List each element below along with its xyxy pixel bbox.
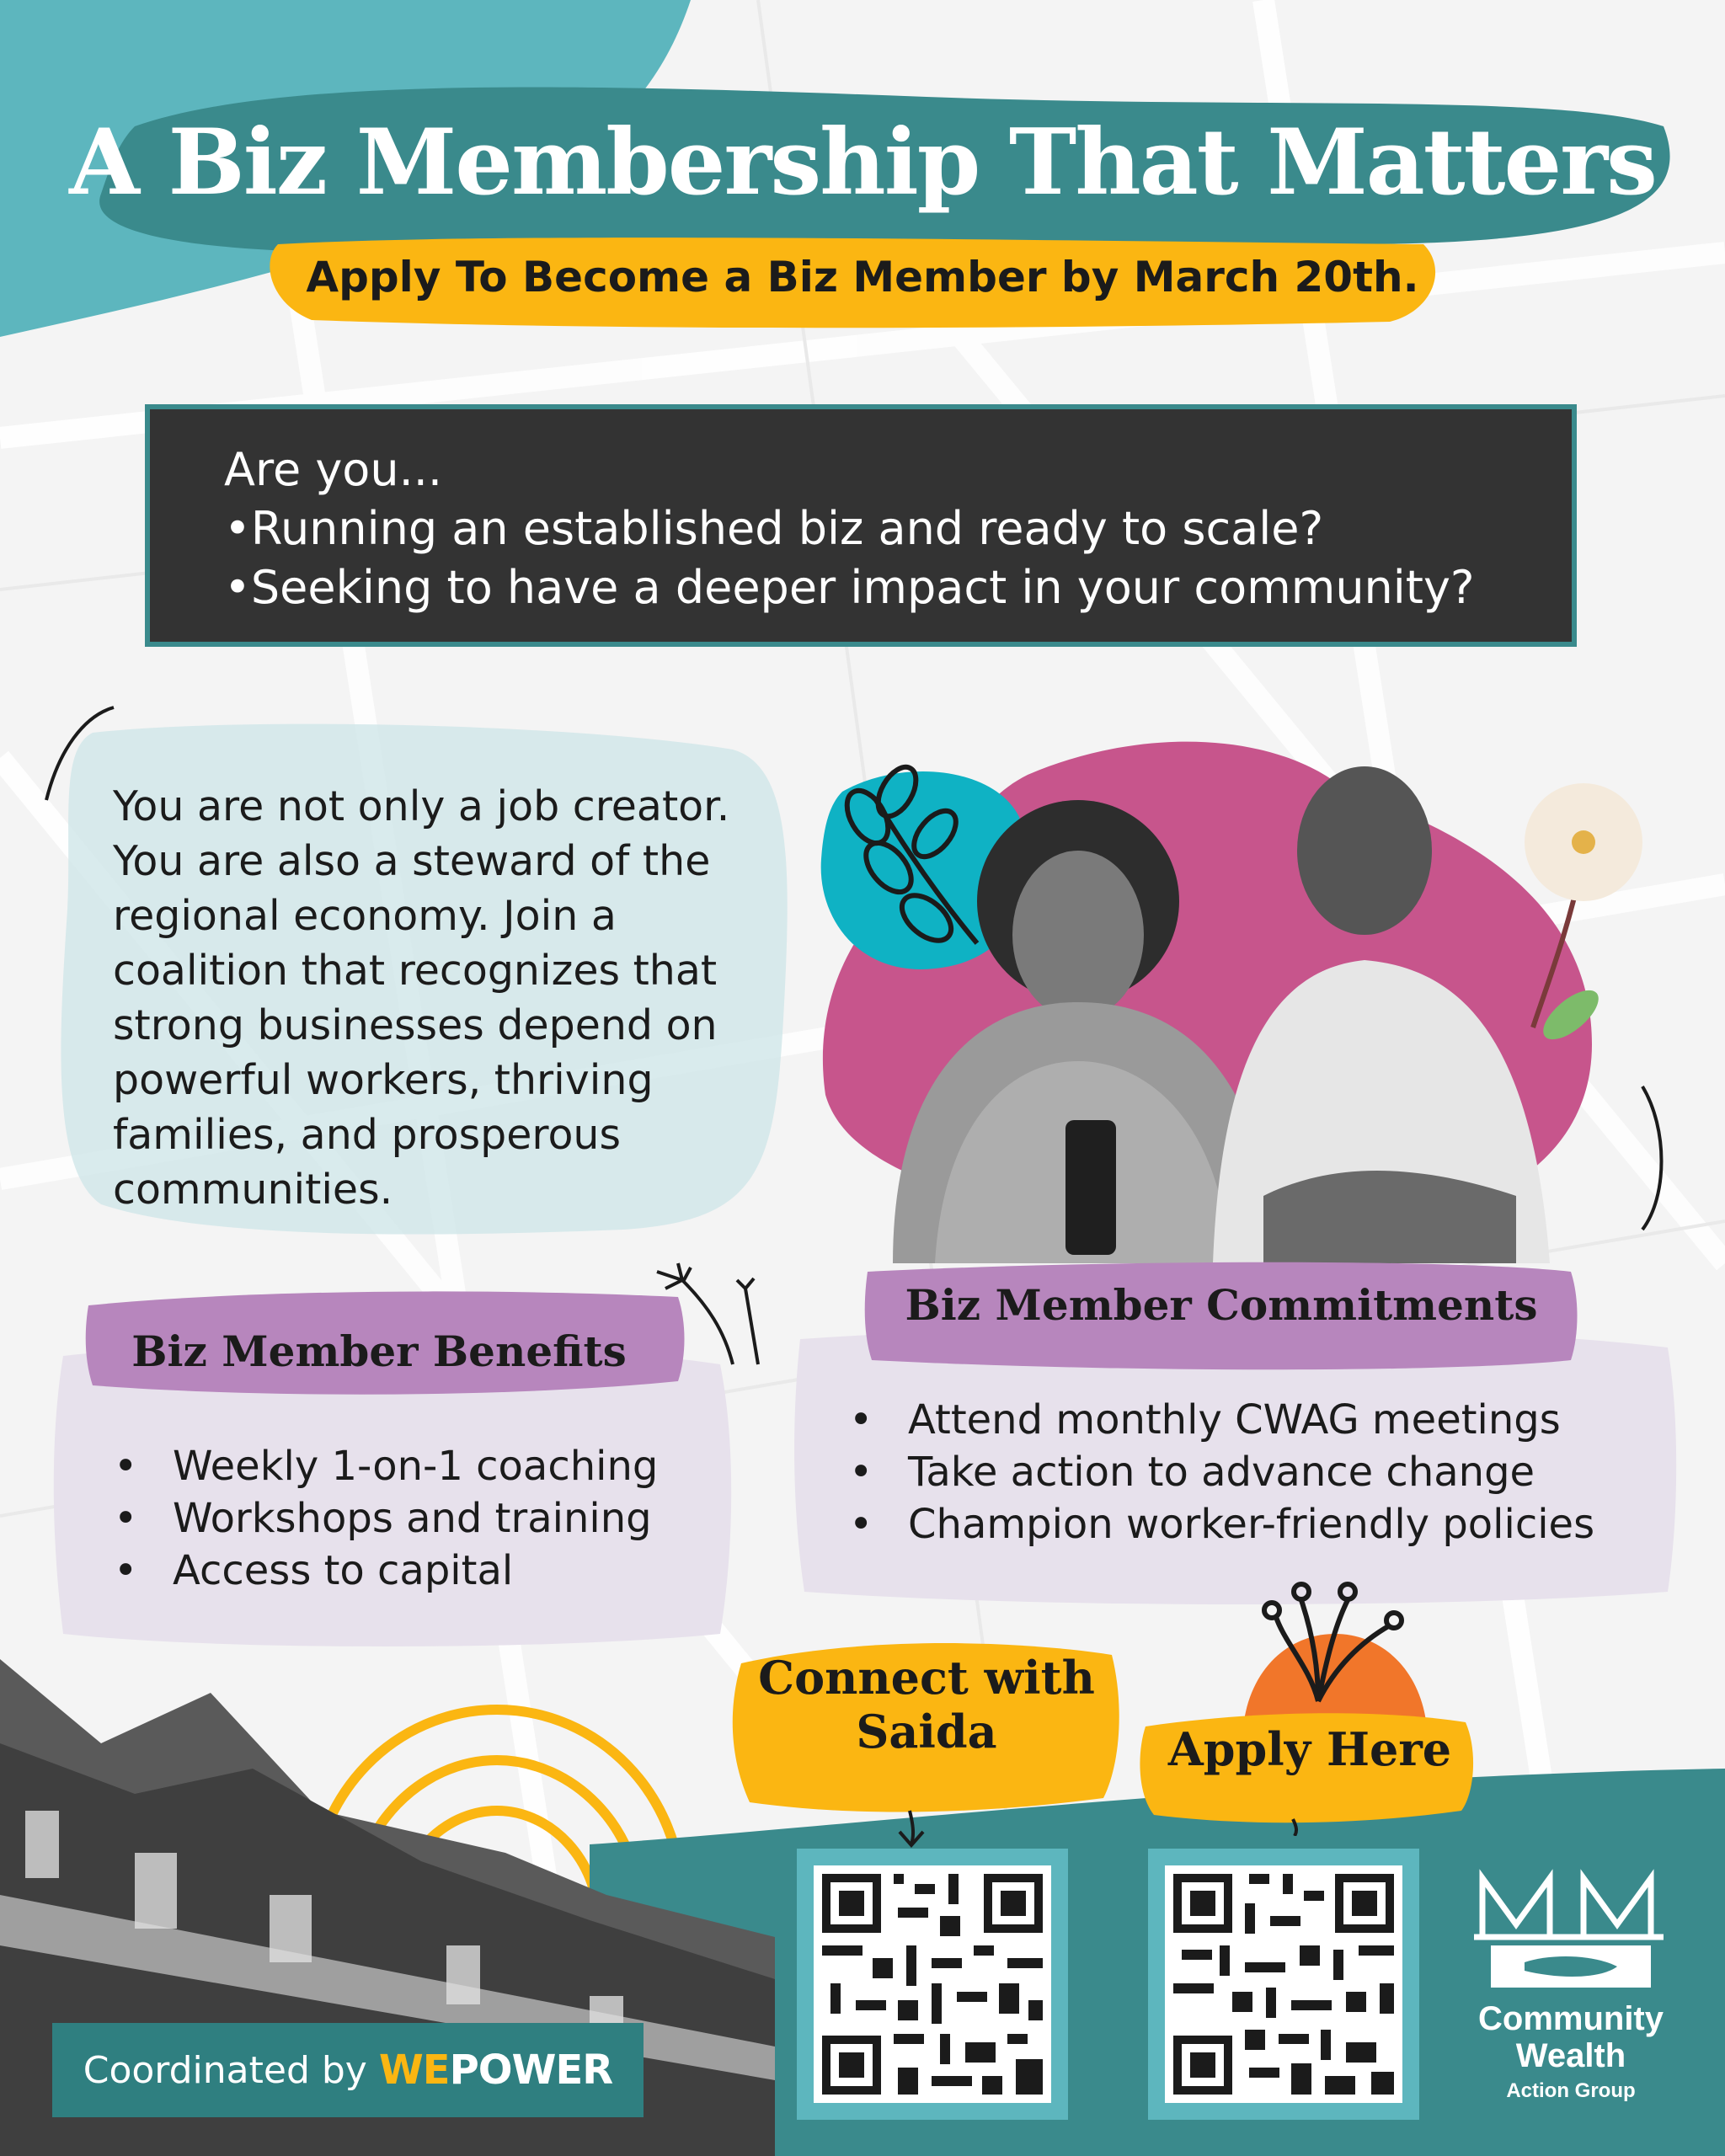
coordinated-by-badge: Coordinated by WEPOWER xyxy=(52,2023,644,2117)
list-item: • Champion worker-friendly policies xyxy=(849,1501,1595,1548)
wepower-logo: WEPOWER xyxy=(378,2047,613,2094)
arrow-down-icon xyxy=(1293,1819,1296,1836)
apply-here-label[interactable]: Apply Here xyxy=(1167,1722,1452,1776)
arrow-down-icon xyxy=(900,1811,923,1845)
bridge-handshake-logo-icon xyxy=(1474,1861,1668,1996)
photo-collage xyxy=(809,724,1685,1314)
apply-bubble xyxy=(1133,1550,1487,1836)
list-item: • Weekly 1-on-1 coaching xyxy=(114,1443,659,1490)
community-wealth-logo-text: Community Wealth Action Group xyxy=(1478,2000,1664,2102)
qr-code-icon xyxy=(1165,1865,1402,2103)
qualification-questions-box xyxy=(145,404,1577,647)
commitments-list xyxy=(849,1394,1594,1550)
list-item: • Attend monthly CWAG meetings xyxy=(849,1396,1561,1444)
question-item: •Seeking to have a deeper impact in your community? xyxy=(224,561,1475,614)
connect-with-saida-label[interactable]: Connect with Saida xyxy=(758,1651,1095,1758)
list-item: • Workshops and training xyxy=(114,1495,652,1542)
page-title: A Biz Membership That Matters xyxy=(69,109,1656,216)
dandelion-icon xyxy=(640,1255,775,1373)
list-item: • Access to capital xyxy=(114,1547,514,1594)
intro-paragraph: You are not only a job creator. You are also a steward of the regional economy. Join a coalition that recognizes that strong businesses depend on powerful workers, thriving families, and prosperous communities. xyxy=(113,782,730,1214)
deadline-subtitle: Apply To Become a Biz Member by March 20th. xyxy=(306,253,1419,302)
benefits-list xyxy=(114,1440,658,1597)
apply-qr-code[interactable] xyxy=(1148,1849,1419,2120)
question-item: •Running an established biz and ready to scale? xyxy=(224,502,1324,555)
commitments-title: Biz Member Commitments xyxy=(905,1280,1538,1330)
qr-code-icon xyxy=(814,1865,1051,2103)
list-item: • Take action to advance change xyxy=(849,1449,1535,1496)
connect-qr-code[interactable] xyxy=(797,1849,1068,2120)
benefits-title: Biz Member Benefits xyxy=(131,1326,627,1376)
questions-intro: Are you... xyxy=(224,443,443,496)
